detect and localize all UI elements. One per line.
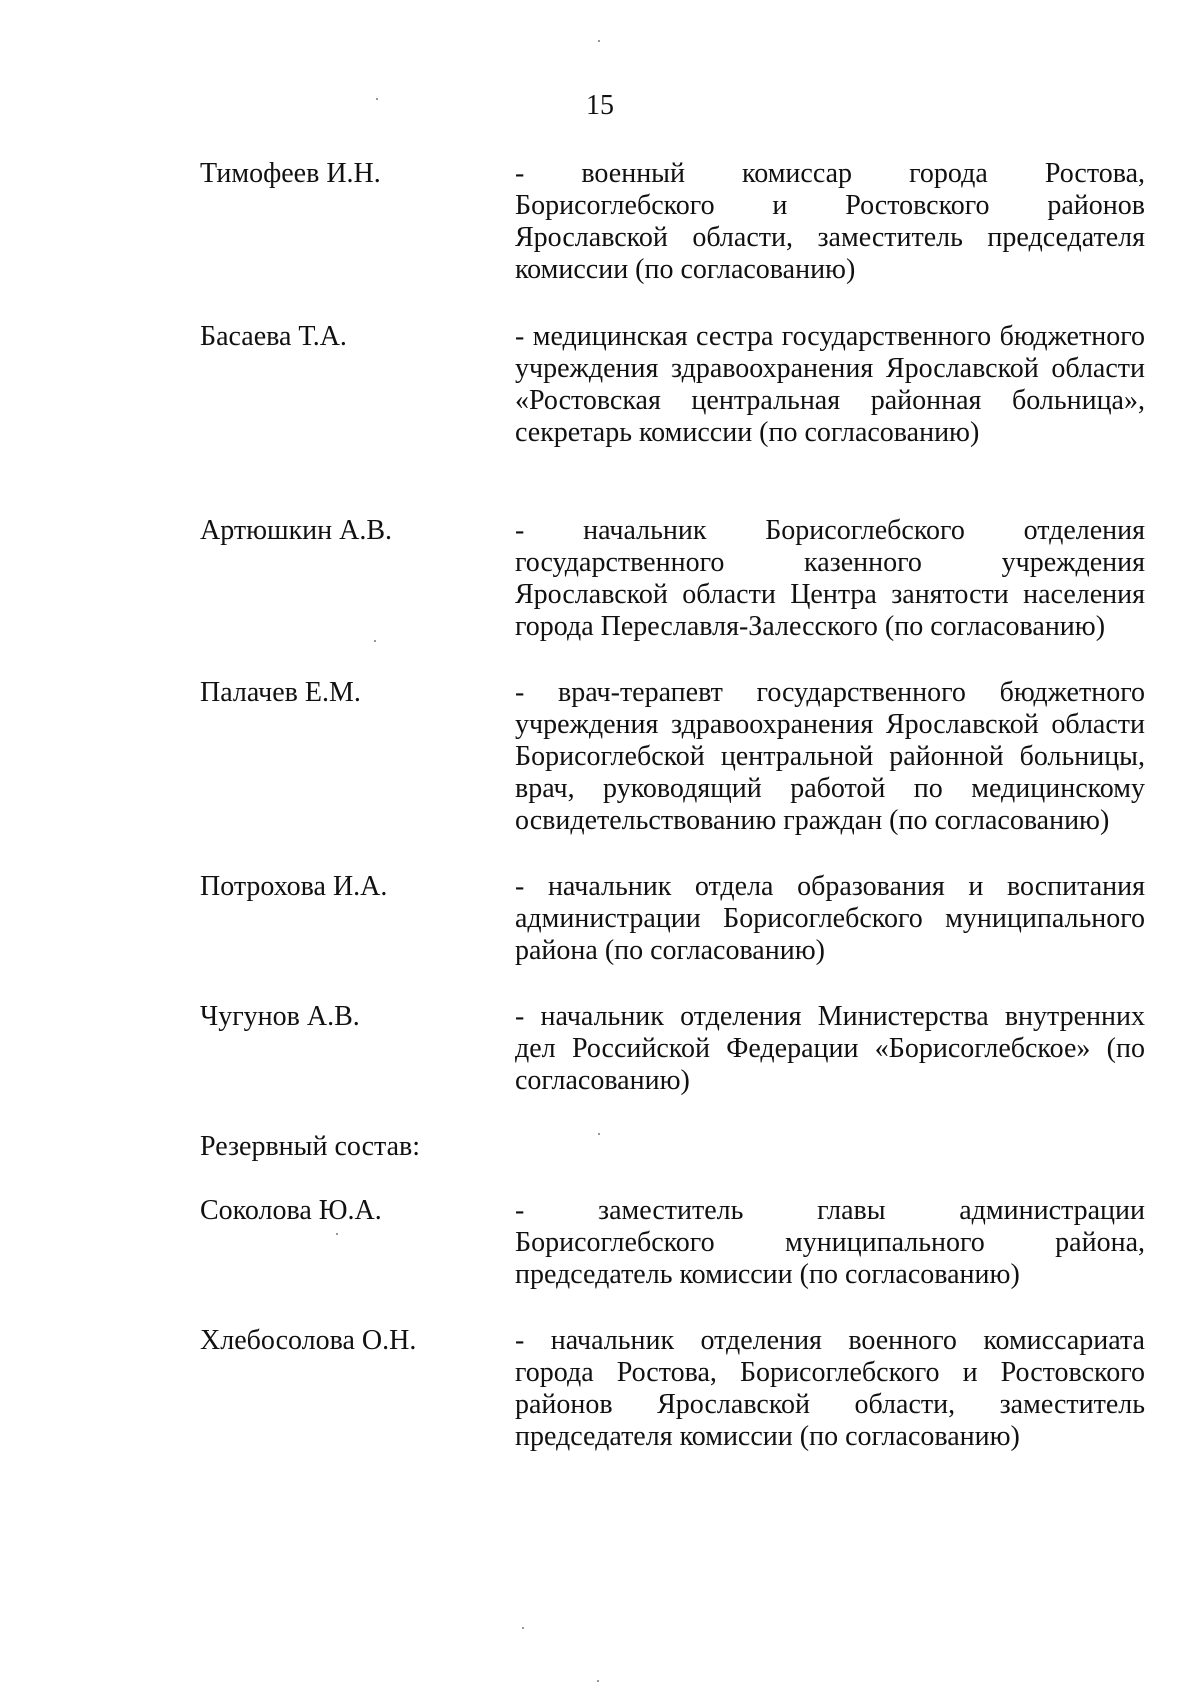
member-description: - начальник отдела образования и воспитания администрации Борисоглебского муниципального района (по согласованию)	[515, 871, 1145, 966]
member-name: Тимофеев И.Н.	[200, 158, 381, 189]
scan-speck	[374, 640, 376, 642]
member-description: - начальник Борисоглебского отделения государственного казенного учреждения Ярославской области Центра занятости населения города Переславля-Залесского (по согласованию)	[515, 515, 1145, 642]
scan-speck	[522, 1627, 524, 1629]
member-description: - заместитель главы администрации Борисоглебского муниципального района, председатель комиссии (по согласованию)	[515, 1195, 1145, 1290]
member-description: - военный комиссар города Ростова, Борисоглебского и Ростовского районов Ярославской области, заместитель председателя комиссии (по согласованию)	[515, 158, 1145, 285]
page-number: 15	[586, 90, 614, 121]
scan-speck	[336, 1233, 338, 1235]
member-description: - начальник отделения военного комиссариата города Ростова, Борисоглебского и Ростовского районов Ярославской области, заместитель председателя комиссии (по согласованию)	[515, 1325, 1145, 1452]
member-name: Артюшкин А.В.	[200, 515, 393, 546]
member-name: Соколова Ю.А.	[200, 1195, 382, 1226]
member-description: - медицинская сестра государственного бюджетного учреждения здравоохранения Ярославской области «Ростовская центральная районная больница», секретарь комиссии (по согласованию)	[515, 321, 1145, 448]
member-description: - врач-терапевт государственного бюджетного учреждения здравоохранения Ярославской области Борисоглебской центральной районной больницы, врач, руководящий работой по медицинскому освидетельствованию граждан (по согласованию)	[515, 677, 1145, 836]
member-description: - начальник отделения Министерства внутренних дел Российской Федерации «Борисоглебское» (по согласованию)	[515, 1001, 1145, 1096]
reserve-heading: Резервный состав:	[200, 1131, 421, 1162]
member-name: Басаева Т.А.	[200, 321, 347, 352]
scan-speck	[597, 1680, 599, 1682]
scan-speck	[376, 98, 378, 100]
member-name: Хлебосолова О.Н.	[200, 1325, 417, 1356]
member-name: Чугунов А.В.	[200, 1001, 360, 1032]
member-name: Потрохова И.А.	[200, 871, 388, 902]
scan-speck	[598, 1133, 600, 1135]
member-name: Палачев Е.М.	[200, 677, 361, 708]
scan-speck	[598, 40, 600, 42]
